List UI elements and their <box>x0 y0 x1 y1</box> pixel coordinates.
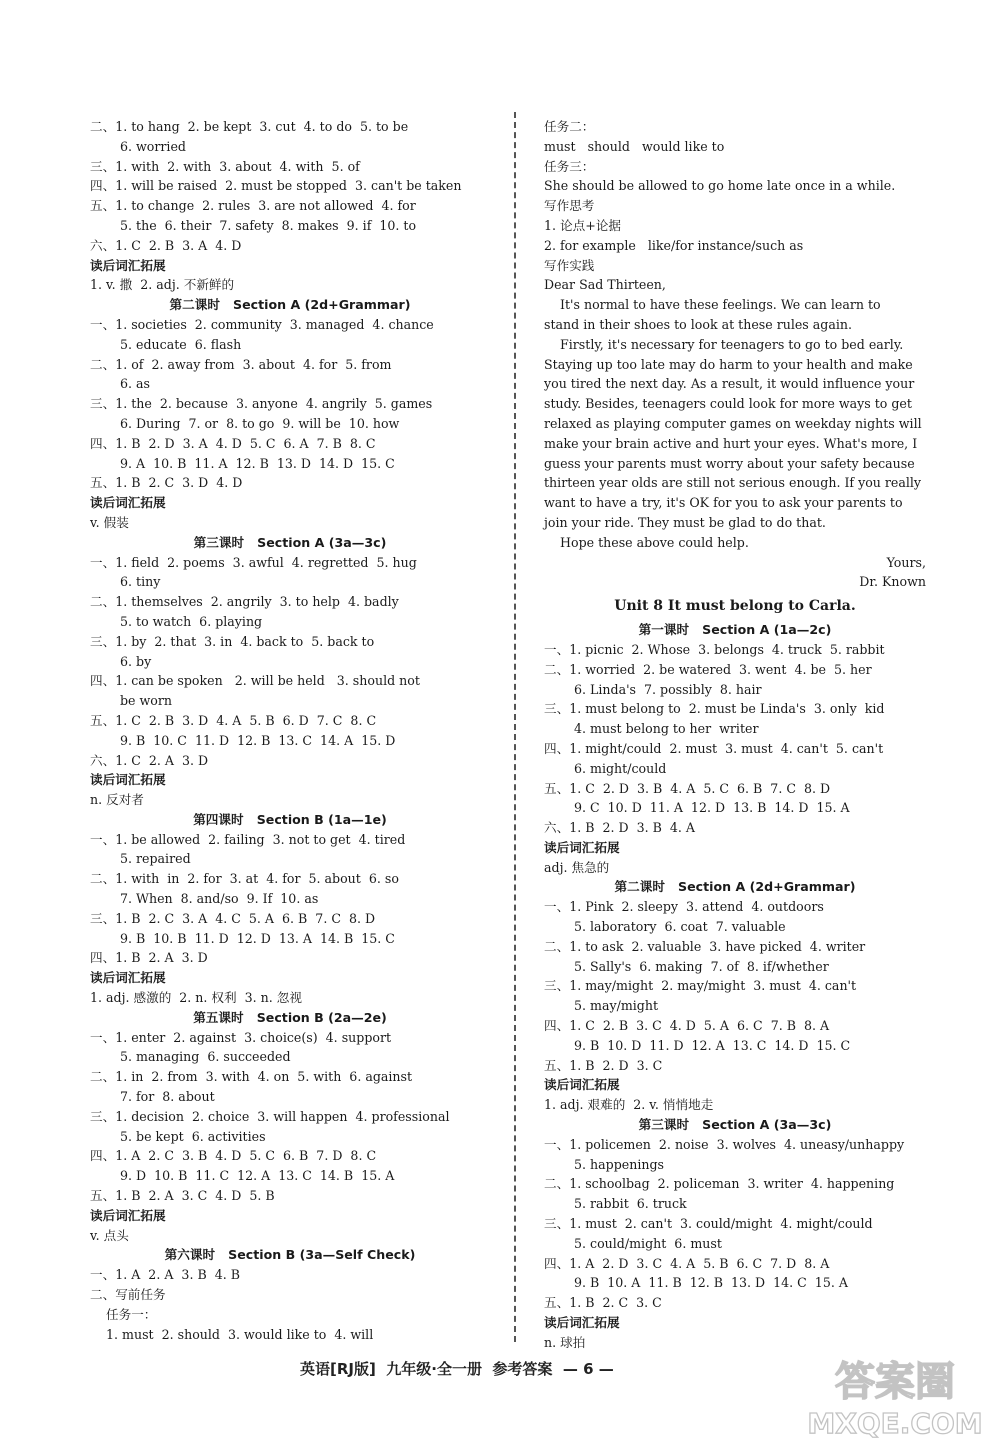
answer-line: 写作思考 <box>544 198 595 214</box>
answer-line: 5. laboratory 6. coat 7. valuable <box>574 919 786 935</box>
answer-line: 三、1. with 2. with 3. about 4. with 5. of <box>90 158 360 174</box>
answer-line: 写作实践 <box>544 257 595 273</box>
answer-line: adj. 焦急的 <box>544 859 610 875</box>
page-footer: 英语[RJ版] 九年级·全一册 参考答案 — 6 — <box>300 1360 614 1378</box>
answer-line: 6. as <box>120 376 150 392</box>
answer-line: 一、1. enter 2. against 3. choice(s) 4. support <box>90 1029 392 1045</box>
answer-line: 7. for 8. about <box>120 1089 215 1105</box>
answer-line: 五、1. B 2. D 3. C <box>544 1057 663 1073</box>
lesson-heading: 第六课时 Section B (3a—Self Check) <box>164 1247 416 1263</box>
answer-line: 二、1. themselves 2. angrily 3. to help 4. badly <box>90 594 399 610</box>
watermark-title: 答案圈 <box>835 1359 955 1405</box>
answer-line: 二、1. to hang 2. be kept 3. cut 4. to do 5. to be <box>90 119 409 134</box>
answer-line: 三、1. the 2. because 3. anyone 4. angrily 5. games <box>90 396 433 412</box>
answer-line: 三、1. B 2. C 3. A 4. C 5. A 6. B 7. C 8. D <box>90 910 376 926</box>
answer-line: Hope these above could help. <box>544 534 749 550</box>
lesson-heading: 第三课时 Section A (3a—3c) <box>193 534 387 550</box>
answer-line: 四、1. might/could 2. must 3. must 4. can't 5. can't <box>544 740 884 756</box>
answer-line: 5. could/might 6. must <box>574 1235 722 1251</box>
unit-title: Unit 8 It must belong to Carla. <box>614 598 856 615</box>
answer-line: 二、写前任务 <box>90 1287 166 1303</box>
answer-line: 四、1. A 2. C 3. B 4. D 5. C 6. B 7. D 8. C <box>90 1148 377 1164</box>
lesson-heading: 第一课时 Section A (1a—2c) <box>638 622 832 638</box>
answer-line: 二、1. of 2. away from 3. about 4. for 5. from <box>90 356 392 372</box>
answer-line: 9. B 10. C 11. D 12. B 13. C 14. A 15. D <box>120 732 396 748</box>
answer-line: relaxed as playing computer games on weekday nights will <box>544 415 922 431</box>
answer-line: 五、1. C 2. D 3. B 4. A 5. C 6. B 7. C 8. D <box>544 780 831 796</box>
answer-line: 三、1. by 2. that 3. in 4. back to 5. back to <box>90 633 375 649</box>
watermark-logo <box>800 1343 990 1443</box>
answer-line: Dear Sad Thirteen, <box>544 277 666 293</box>
answer-line: 9. C 10. D 11. A 12. D 13. B 14. D 15. A <box>574 800 850 816</box>
column-divider <box>514 112 516 1342</box>
answer-line: 五、1. B 2. A 3. C 4. D 5. B <box>90 1188 275 1204</box>
vocab-heading: 读后词汇拓展 <box>90 772 166 788</box>
answer-line: v. 点头 <box>90 1227 129 1243</box>
answer-line: 9. B 10. B 11. D 12. D 13. A 14. B 15. C <box>120 930 395 946</box>
answer-line: 四、1. B 2. D 3. A 4. D 5. C 6. A 7. B 8. C <box>90 435 376 451</box>
answer-line: 三、1. must belong to 2. must be Linda's 3. only kid <box>544 701 885 717</box>
answer-line: 五、1. B 2. C 3. C <box>544 1295 662 1311</box>
answer-line: 6. worried <box>120 138 186 154</box>
vocab-heading: 读后词汇拓展 <box>544 1315 620 1331</box>
lesson-heading: 第五课时 Section B (2a—2e) <box>193 1009 387 1025</box>
lesson-heading: 第二课时 Section A (2d+Grammar) <box>169 297 411 313</box>
answer-line: 6. During 7. or 8. to go 9. will be 10. how <box>120 415 400 431</box>
answer-line: 5. managing 6. succeeded <box>120 1049 291 1065</box>
answer-line: be worn <box>120 693 173 709</box>
right-column <box>544 117 926 1353</box>
answer-line: 5. happenings <box>574 1156 664 1172</box>
vocab-heading: 读后词汇拓展 <box>90 257 166 273</box>
answer-line: 任务二： <box>544 119 595 134</box>
answer-line: 9. D 10. B 11. C 12. A 13. C 14. B 15. A <box>120 1168 395 1184</box>
answer-line: 四、1. will be raised 2. must be stopped 3. can't be taken <box>90 178 462 194</box>
answer-line: 三、1. decision 2. choice 3. will happen 4. professional <box>90 1108 450 1124</box>
answer-line: 6. Linda's 7. possibly 8. hair <box>574 681 762 697</box>
letter-signoff: Yours, <box>886 554 926 570</box>
answer-line: 一、1. Pink 2. sleepy 3. attend 4. outdoors <box>544 899 824 915</box>
answer-line: 一、1. policemen 2. noise 3. wolves 4. uneasy/unhappy <box>544 1136 905 1152</box>
answer-line: 5. rabbit 6. truck <box>574 1196 687 1212</box>
answer-line: 二、1. schoolbag 2. policeman 3. writer 4. happening <box>544 1176 895 1192</box>
answer-line: 五、1. B 2. C 3. D 4. D <box>90 475 243 491</box>
answer-line: 任务三： <box>544 158 595 174</box>
answer-line: 7. When 8. and/so 9. If 10. as <box>120 891 319 907</box>
answer-line: 任务一： <box>106 1306 157 1322</box>
answer-line: 五、1. C 2. B 3. D 4. A 5. B 6. D 7. C 8. C <box>90 712 377 728</box>
answer-line: want to have a try, it's OK for you to ask your parents to <box>544 495 903 511</box>
answer-line: 一、1. picnic 2. Whose 3. belongs 4. truck 5. rabbit <box>544 641 885 657</box>
answer-line: 二、1. with in 2. for 3. at 4. for 5. about 6. so <box>90 871 399 887</box>
answer-line: 四、1. C 2. B 3. C 4. D 5. A 6. C 7. B 8. A <box>544 1018 830 1034</box>
answer-line: n. 球拍 <box>544 1334 586 1350</box>
answer-line: 三、1. must 2. can't 3. could/might 4. might/could <box>544 1216 873 1232</box>
answer-line: 5. to watch 6. playing <box>120 613 263 629</box>
answer-line: Staying up too late may do harm to your health and make <box>544 356 913 372</box>
answer-line: 二、1. in 2. from 3. with 4. on 5. with 6. against <box>90 1069 413 1085</box>
answer-line: 9. A 10. B 11. A 12. B 13. D 14. D 15. C <box>120 455 395 471</box>
answer-line: 5. educate 6. flash <box>120 336 242 352</box>
answer-line: join your ride. They must be glad to do that. <box>544 514 826 530</box>
answer-line: 6. by <box>120 653 152 669</box>
vocab-heading: 读后词汇拓展 <box>544 1077 620 1093</box>
answer-line: 4. must belong to her writer <box>574 721 759 737</box>
answer-line: 四、1. A 2. D 3. C 4. A 5. B 6. C 7. D 8. A <box>544 1255 830 1271</box>
answer-line: 1. 论点+论据 <box>544 217 621 233</box>
answer-line: 6. tiny <box>120 574 161 590</box>
answer-line: 5. repaired <box>120 851 191 867</box>
answer-line: v. 假装 <box>90 514 129 530</box>
answer-line: 二、1. worried 2. be watered 3. went 4. be 5. her <box>544 661 872 677</box>
answer-line: Firstly, it's necessary for teenagers to go to bed early. <box>544 336 904 352</box>
answer-line: 六、1. C 2. B 3. A 4. D <box>90 237 242 253</box>
answer-line: 5. Sally's 6. making 7. of 8. if/whether <box>574 958 829 974</box>
answer-line: must should would like to <box>544 138 725 154</box>
letter-signoff: Dr. Known <box>859 574 926 590</box>
vocab-heading: 读后词汇拓展 <box>90 495 166 511</box>
watermark-domain: MXQE.COM <box>807 1407 983 1440</box>
answer-line: 一、1. field 2. poems 3. awful 4. regretted 5. hug <box>90 554 417 570</box>
answer-line: 5. may/might <box>574 998 659 1014</box>
answer-line: 一、1. be allowed 2. failing 3. not to get 4. tired <box>90 831 406 847</box>
lesson-heading: 第三课时 Section A (3a—3c) <box>638 1117 832 1133</box>
answer-line: 一、1. societies 2. community 3. managed 4. chance <box>90 316 434 332</box>
answer-line: 六、1. C 2. A 3. D <box>90 752 209 768</box>
answer-line: 四、1. can be spoken 2. will be held 3. should not <box>90 673 420 689</box>
answer-line: stand in their shoes to look at these rules again. <box>544 316 852 332</box>
lesson-heading: 第二课时 Section A (2d+Grammar) <box>614 879 856 895</box>
answer-line: 五、1. to change 2. rules 3. are not allowed 4. for <box>90 198 416 214</box>
answer-line: 一、1. A 2. A 3. B 4. B <box>90 1267 240 1283</box>
answer-line: 9. B 10. A 11. B 12. B 13. D 14. C 15. A <box>574 1275 848 1291</box>
answer-line: 6. might/could <box>574 760 667 776</box>
answer-line: She should be allowed to go home late once in a while. <box>544 178 896 194</box>
vocab-heading: 读后词汇拓展 <box>90 1207 166 1223</box>
left-column <box>90 117 490 1344</box>
answer-line: 5. be kept 6. activities <box>120 1128 266 1144</box>
answer-line: make your brain active and hurt your eyes. What's more, I <box>544 435 918 451</box>
answer-line: 1. must 2. should 3. would like to 4. will <box>106 1326 374 1342</box>
answer-line: It's normal to have these feelings. We can learn to <box>544 297 881 313</box>
answer-line: 5. the 6. their 7. safety 8. makes 9. if 10. to <box>120 217 417 233</box>
answer-line: 二、1. to ask 2. valuable 3. have picked 4. writer <box>544 938 866 954</box>
answer-line: 六、1. B 2. D 3. B 4. A <box>544 820 695 836</box>
answer-line: 2. for example like/for instance/such as <box>544 237 804 253</box>
answer-line: 三、1. may/might 2. may/might 3. must 4. can't <box>544 978 857 994</box>
answer-line: study. Besides, teenagers could look for more ways to get <box>544 396 912 412</box>
answer-line: you tired the next day. As a result, it would influence your <box>544 376 915 392</box>
answer-line: 1. adj. 感激的 2. n. 权利 3. n. 忽视 <box>90 990 302 1006</box>
answer-line: n. 反对者 <box>90 792 144 808</box>
answer-line: 9. B 10. D 11. D 12. A 13. C 14. D 15. C <box>574 1037 851 1053</box>
answer-line: 1. adj. 艰难的 2. v. 悄悄地走 <box>544 1097 714 1113</box>
answer-line: 1. v. 撒 2. adj. 不新鲜的 <box>90 277 235 293</box>
vocab-heading: 读后词汇拓展 <box>544 839 620 855</box>
answer-line: 四、1. B 2. A 3. D <box>90 950 208 966</box>
lesson-heading: 第四课时 Section B (1a—1e) <box>193 811 387 827</box>
answer-line: guess your parents must worry about your safety because <box>544 455 915 471</box>
answer-line: thirteen year olds are still not serious enough. If you really <box>544 475 922 491</box>
vocab-heading: 读后词汇拓展 <box>90 970 166 986</box>
